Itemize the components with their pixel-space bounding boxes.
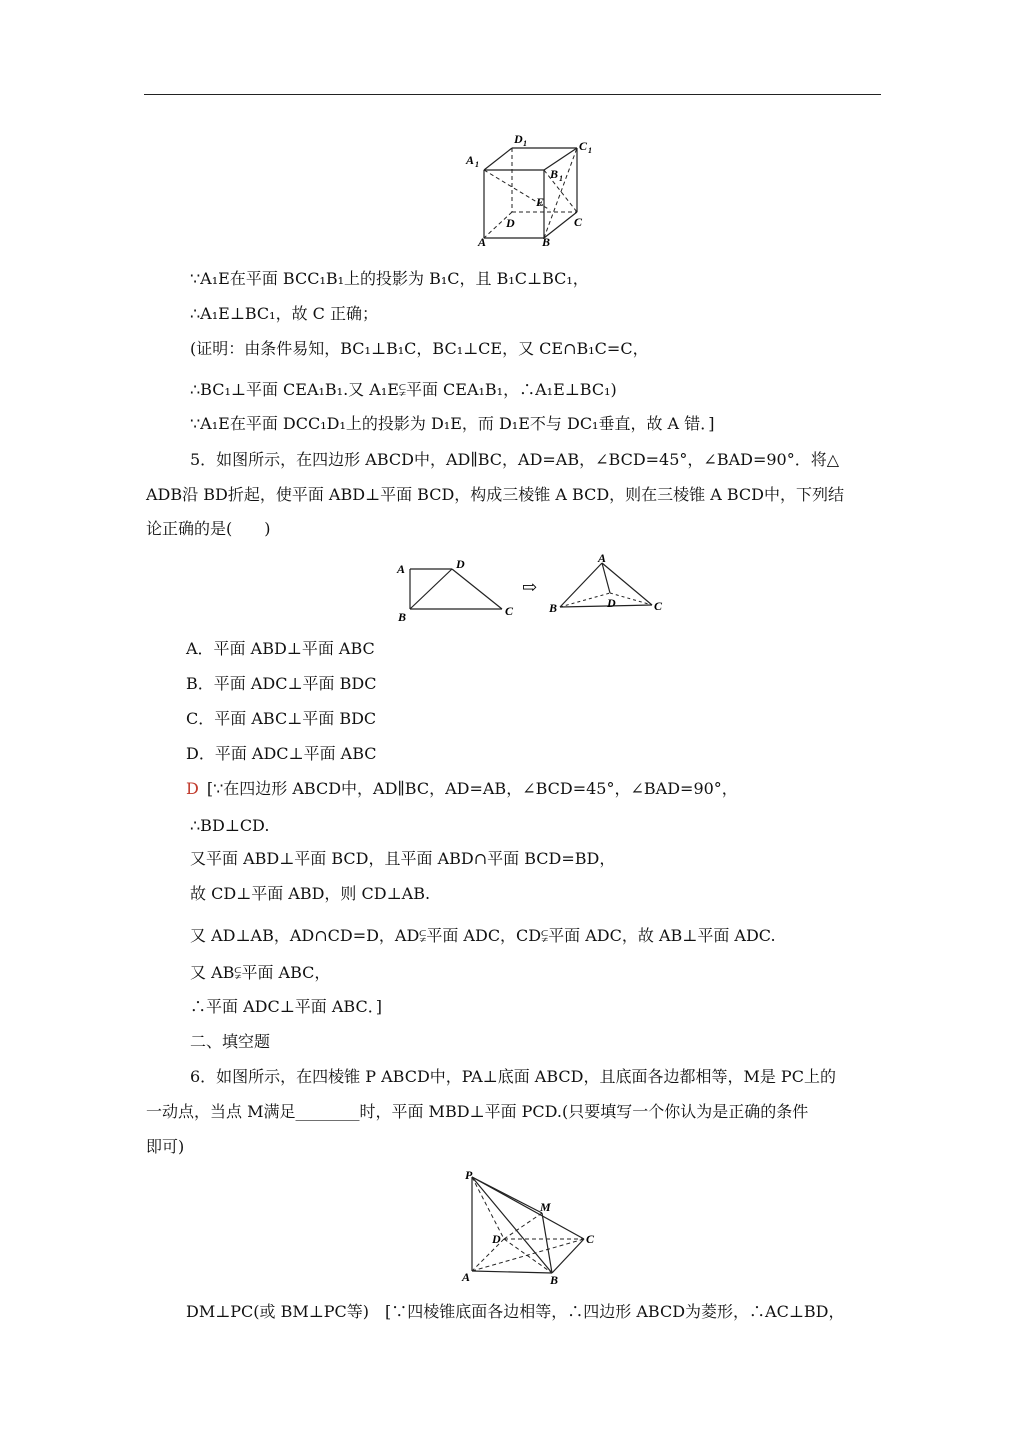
pyr-label-b: B	[550, 1273, 559, 1287]
tetra-label-d: D	[607, 596, 616, 610]
tetra-label-b: B	[549, 601, 558, 615]
question-5-line-1: 5．如图所示，在四边形 ABCD中，AD∥BC，AD=AB，∠BCD=45°，∠BAD=90°．将△	[190, 450, 840, 469]
question-5-line-2: ADB沿 BD折起，使平面 ABD⊥平面 BCD，构成三棱锥 A BCD，则在三棱锥 A BCD中，下列结	[146, 485, 845, 504]
quad-label-c: C	[505, 604, 514, 618]
text-line-5: ∵A₁E在平面 DCC₁D₁上的投影为 D₁E，而 D₁E不与 DC₁垂直，故 A 错．]	[190, 414, 715, 433]
pyramid-figure	[460, 1165, 600, 1287]
question-6-line-2: 一动点，当点 M满足________时，平面 MBD⊥平面 PCD.(只要填写一个你认为是正确的条件	[146, 1102, 809, 1121]
label-e: E	[536, 195, 545, 209]
quad-label-a: A	[397, 562, 406, 576]
answer-6-line: DM⊥PC(或 BM⊥PC等) [∵四棱锥底面各边相等，∴四边形 ABCD为菱形，∴AC⊥BD，	[186, 1302, 845, 1321]
solution-5-line-6: 又 AB⫋平面 ABC，	[190, 963, 331, 982]
tetra-label-a: A	[598, 553, 607, 565]
label-c: C	[574, 215, 583, 229]
cube-figure	[460, 128, 600, 250]
quadrilateral-fold-figure	[392, 553, 672, 625]
text-line-1: ∵A₁E在平面 BCC₁B₁上的投影为 B₁C，且 B₁C⊥BC₁，	[190, 269, 589, 288]
question-5-line-3: 论正确的是( )	[146, 519, 271, 538]
pyr-label-c: C	[586, 1232, 595, 1246]
label-d: D	[506, 216, 515, 230]
quad-label-b: B	[398, 610, 407, 624]
header-rule	[144, 94, 881, 95]
fold-arrow-icon: ⇨	[522, 577, 538, 597]
option-b: B．平面 ADC⊥平面 BDC	[186, 674, 377, 693]
solution-5-line-5: 又 AD⊥AB，AD∩CD=D，AD⫋平面 ADC，CD⫋平面 ADC，故 AB⊥平面 ADC.	[190, 926, 776, 945]
question-6-line-3: 即可)	[146, 1137, 185, 1156]
tetra-label-c: C	[654, 599, 663, 613]
pyr-label-a: A	[462, 1270, 471, 1284]
pyr-label-p: P	[465, 1168, 473, 1182]
label-d1: D	[514, 132, 523, 146]
text-line-2: ∴A₁E⊥BC₁，故 C 正确；	[190, 304, 379, 323]
text-line-3: (证明：由条件易知，BC₁⊥B₁C，BC₁⊥CE，又 CE∩B₁C=C，	[190, 339, 649, 358]
pyr-label-d: D	[492, 1232, 501, 1246]
question-6-line-1: 6．如图所示，在四棱锥 P ABCD中，PA⊥底面 ABCD，且底面各边都相等，M是 PC上的	[190, 1067, 836, 1086]
text-line-4: ∴BC₁⊥平面 CEA₁B₁.又 A₁E⫋平面 CEA₁B₁，∴A₁E⊥BC₁)	[190, 380, 617, 399]
label-b1: B	[550, 167, 559, 181]
label-b: B	[542, 235, 551, 249]
label-c1: C	[579, 139, 588, 153]
solution-5-line-2: ∴BD⊥CD.	[190, 816, 270, 835]
label-a: A	[478, 235, 487, 249]
pyr-label-m: M	[540, 1200, 551, 1214]
option-d: D．平面 ADC⊥平面 ABC	[186, 744, 377, 763]
label-a1: A	[466, 153, 475, 167]
svg-text:1: 1	[588, 146, 592, 155]
svg-text:1: 1	[475, 160, 479, 169]
solution-5-line-1: D [∵在四边形 ABCD中，AD∥BC，AD=AB，∠BCD=45°，∠BAD=90°，	[186, 779, 738, 798]
option-c: C．平面 ABC⊥平面 BDC	[186, 709, 377, 728]
svg-text:1: 1	[559, 174, 563, 183]
section-heading: 二、填空题	[190, 1032, 271, 1051]
solution-5-line-3: 又平面 ABD⊥平面 BCD，且平面 ABD∩平面 BCD=BD，	[190, 849, 616, 868]
svg-text:1: 1	[523, 139, 527, 148]
option-a: A．平面 ABD⊥平面 ABC	[186, 639, 375, 658]
solution-5-line-4: 故 CD⊥平面 ABD，则 CD⊥AB.	[190, 884, 431, 903]
solution-5-line-7: ∴平面 ADC⊥平面 ABC．]	[190, 997, 382, 1016]
quad-label-d: D	[456, 557, 465, 571]
answer-letter: D	[186, 779, 199, 798]
